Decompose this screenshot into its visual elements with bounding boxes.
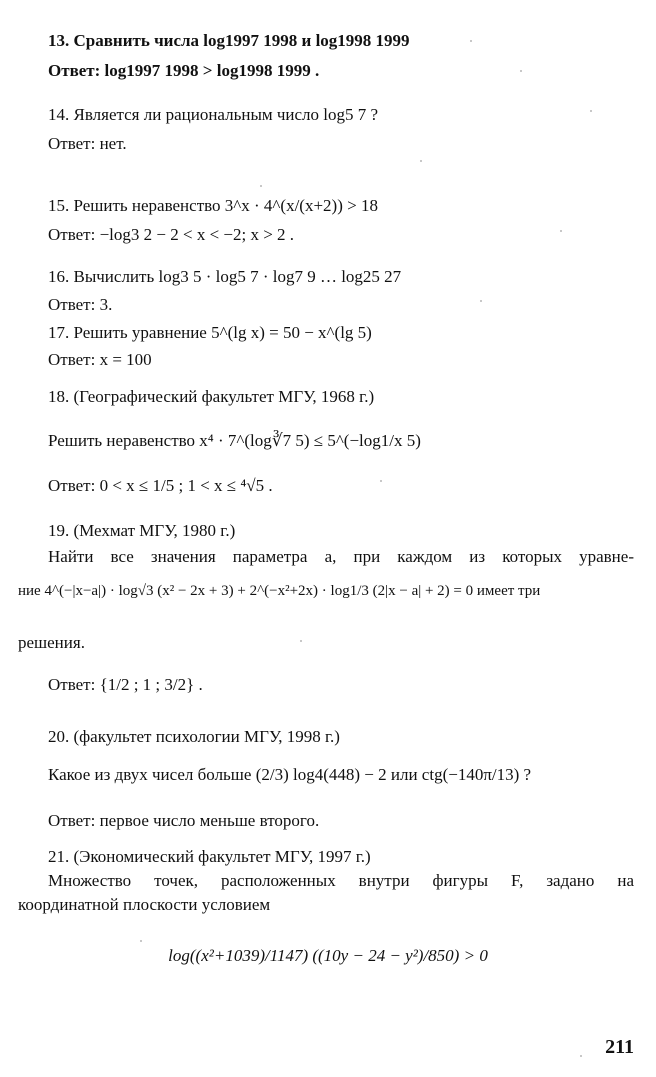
problem-14-answer: Ответ: нет. [48, 134, 127, 153]
problem-17-statement: 17. Решить уравнение 5^(lg x) = 50 − x^(lg 5) [48, 323, 372, 342]
problem-19-answer: Ответ: {1/2 ; 1 ; 3/2} . [48, 675, 203, 694]
problem-16-statement: 16. Вычислить log3 5 · log5 7 · log7 9 … log25 27 [48, 267, 402, 286]
problem-15-answer: Ответ: −log3 2 − 2 < x < −2; x > 2 . [48, 225, 295, 244]
problem-21-formula: log((x²+1039)/1147) ((10y − 24 − y²)/850) > 0 [168, 946, 488, 965]
problem-19-statement-line2: ние 4^(−|x−a|) · log√3 (x² − 2x + 3) + 2^(−x²+2x) · log1/3 (2|x − a| + 2) = 0 имеет три [18, 583, 541, 599]
problem-20-heading: 20. (факультет психологии МГУ, 1998 г.) [48, 727, 340, 746]
scan-speckle [140, 940, 142, 942]
problem-19-statement-line1: Найти все значения параметра a, при каждом из которых уравне- [48, 547, 634, 566]
problem-15-statement: 15. Решить неравенство 3^x · 4^(x/(x+2)) > 18 [48, 196, 378, 215]
problem-20-answer: Ответ: первое число меньше второго. [48, 811, 320, 830]
problem-18-answer: Ответ: 0 < x ≤ 1/5 ; 1 < x ≤ ⁴√5 . [48, 476, 273, 495]
problem-13-statement: 13. Сравнить числа log1997 1998 и log1998 1999 [48, 31, 410, 50]
scan-speckle [590, 110, 592, 112]
scan-speckle [420, 160, 422, 162]
problem-13-answer: Ответ: log1997 1998 > log1998 1999 . [48, 61, 320, 80]
scan-speckle [470, 40, 472, 42]
scan-speckle [380, 480, 382, 482]
scan-speckle [580, 1055, 582, 1057]
problem-21-heading: 21. (Экономический факультет МГУ, 1997 г.) [48, 847, 371, 866]
problem-16-answer: Ответ: 3. [48, 295, 113, 314]
problem-18-heading: 18. (Географический факультет МГУ, 1968 г.) [48, 387, 375, 406]
problem-19-statement-line3: решения. [18, 633, 85, 652]
scan-speckle [300, 640, 302, 642]
page-number: 211 [605, 1036, 634, 1058]
problem-21-statement-line1: Множество точек, расположенных внутри фигуры F, задано на [48, 871, 634, 890]
problem-21-statement-line2: координатной плоскости условием [18, 895, 271, 914]
problem-17-answer: Ответ: x = 100 [48, 350, 152, 369]
scan-speckle [480, 300, 482, 302]
scan-speckle [520, 70, 522, 72]
scan-speckle [560, 230, 562, 232]
problem-19-heading: 19. (Мехмат МГУ, 1980 г.) [48, 521, 236, 540]
problem-18-statement: Решить неравенство x⁴ · 7^(log∛7 5) ≤ 5^(−log1/x 5) [48, 431, 421, 450]
problem-14-statement: 14. Является ли рациональным число log5 7 ? [48, 105, 379, 124]
problem-20-statement: Какое из двух чисел больше (2/3) log4(448) − 2 или ctg(−140π/13) ? [48, 765, 532, 784]
scan-speckle [260, 185, 262, 187]
